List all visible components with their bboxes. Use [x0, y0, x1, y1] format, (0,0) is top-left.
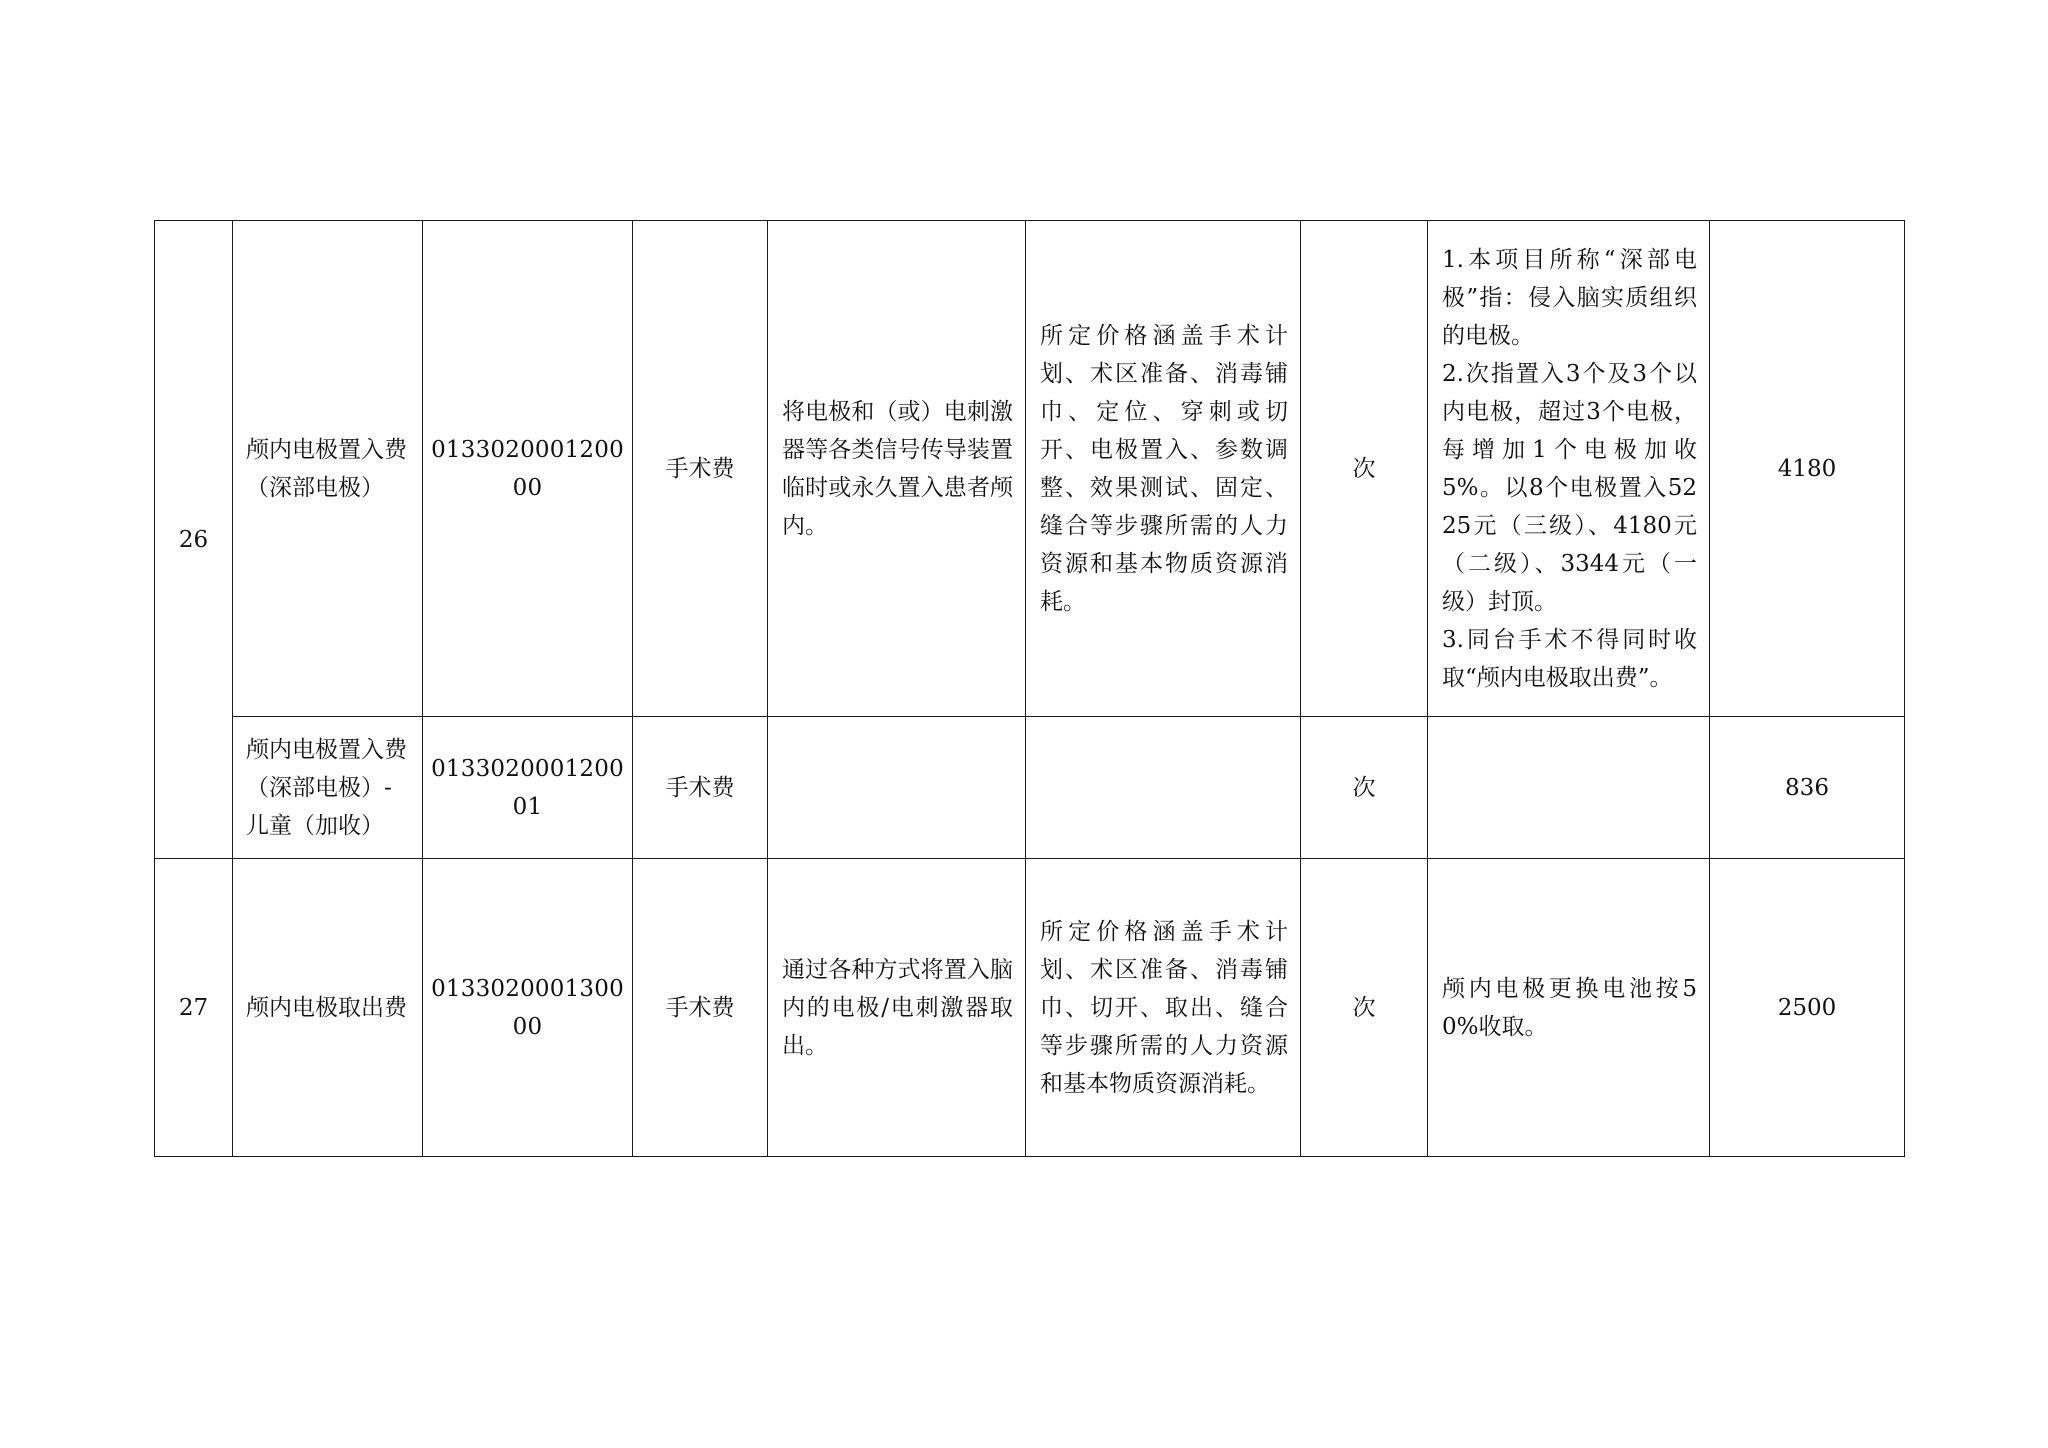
- price-cell: 836: [1710, 717, 1905, 859]
- seq-cell: 27: [155, 859, 233, 1157]
- price-table: [154, 220, 1905, 1157]
- content-cell: 将电极和（或）电刺激器等各类信号传导装置临时或永久置入患者颅内。: [768, 221, 1026, 717]
- note-line: 3.同台手术不得同时收取“颅内电极取出费”。: [1442, 626, 1697, 691]
- unit-cell: 次: [1301, 859, 1428, 1157]
- item-code-cell: 013302000120000: [423, 221, 633, 717]
- notes-cell: [1428, 221, 1710, 717]
- note-line: 2.次指置入3个及3个以内电极，超过3个电极，每增加1个电极加收5%。以8个电极置入5225元（三级）、4180元（二级）、3344元（一级）封顶。: [1442, 360, 1697, 615]
- category-cell: 手术费: [633, 717, 768, 859]
- item-name-cell: 颅内电极置入费（深部电极）-儿童（加收）: [233, 717, 423, 859]
- table-row: [155, 717, 1905, 859]
- unit-cell: 次: [1301, 717, 1428, 859]
- scope-cell: 所定价格涵盖手术计划、术区准备、消毒铺巾、定位、穿刺或切开、电极置入、参数调整、效果测试、固定、缝合等步骤所需的人力资源和基本物质资源消耗。: [1026, 221, 1301, 717]
- price-cell: 2500: [1710, 859, 1905, 1157]
- item-name-cell: 颅内电极取出费: [233, 859, 423, 1157]
- notes-cell: 颅内电极更换电池按50%收取。: [1428, 859, 1710, 1157]
- notes-cell: [1428, 717, 1710, 859]
- item-code-cell: 013302000130000: [423, 859, 633, 1157]
- content-cell: [768, 717, 1026, 859]
- seq-cell: 26: [155, 221, 233, 859]
- category-cell: 手术费: [633, 221, 768, 717]
- category-cell: 手术费: [633, 859, 768, 1157]
- table-row: [155, 221, 1905, 717]
- note-line: 1.本项目所称“深部电极”指：侵入脑实质组织的电极。: [1442, 246, 1697, 349]
- content-cell: 通过各种方式将置入脑内的电极/电刺激器取出。: [768, 859, 1026, 1157]
- scope-cell: [1026, 717, 1301, 859]
- unit-cell: 次: [1301, 221, 1428, 717]
- price-cell: 4180: [1710, 221, 1905, 717]
- table-row: [155, 859, 1905, 1157]
- item-name-cell: 颅内电极置入费（深部电极）: [233, 221, 423, 717]
- item-code-cell: 013302000120001: [423, 717, 633, 859]
- scope-cell: 所定价格涵盖手术计划、术区准备、消毒铺巾、切开、取出、缝合等步骤所需的人力资源和基本物质资源消耗。: [1026, 859, 1301, 1157]
